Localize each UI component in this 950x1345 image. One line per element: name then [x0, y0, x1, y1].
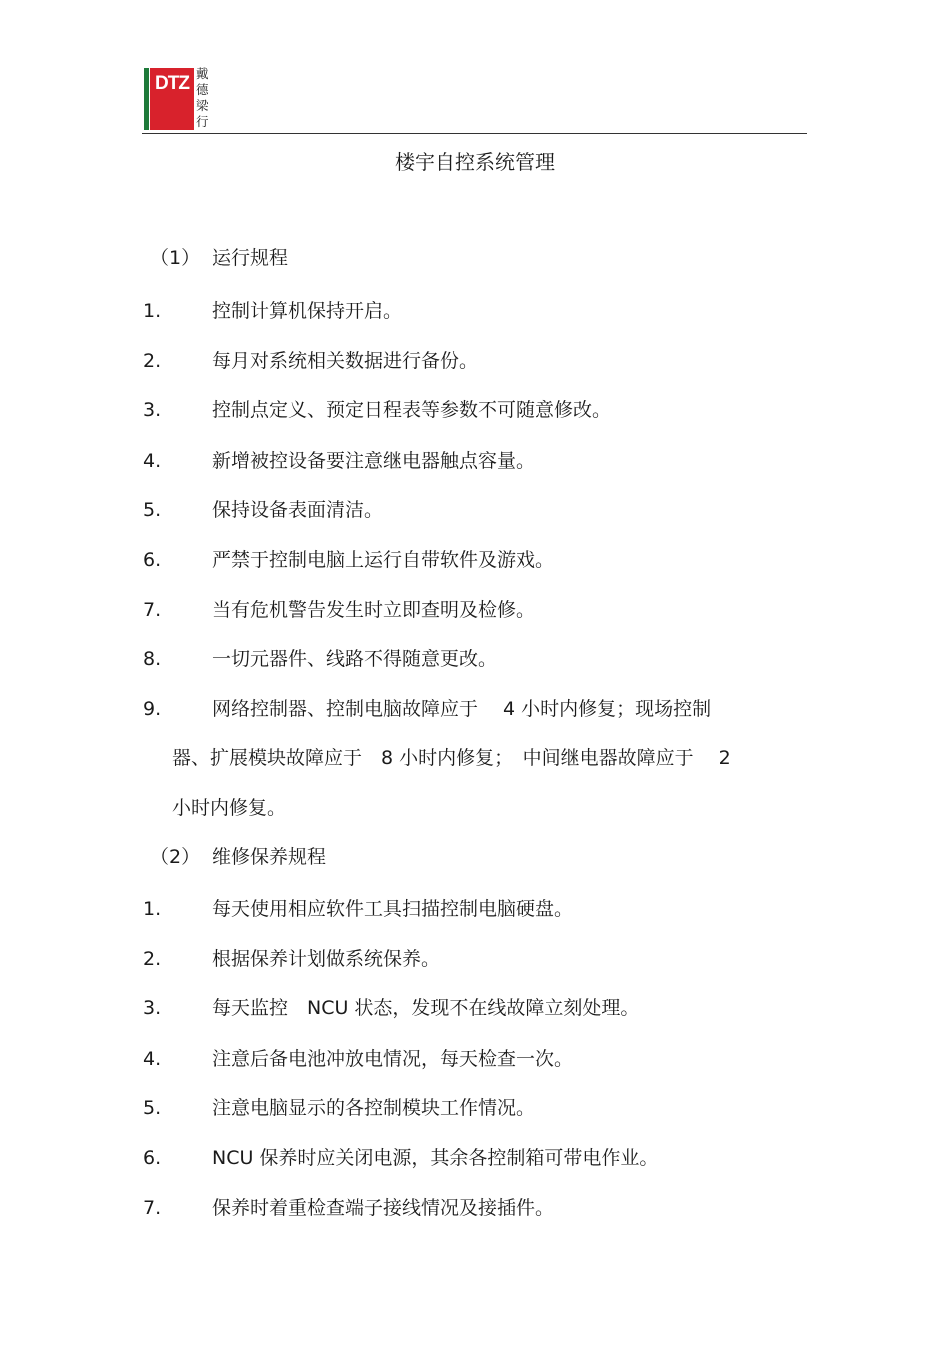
item-text: 严禁于控制电脑上运行自带软件及游戏。 [212, 549, 555, 571]
item-text: 控制点定义、预定日程表等参数不可随意修改。 [212, 399, 612, 421]
item-text-continued: 小时内修复。 [172, 797, 287, 819]
item-number: 6. [143, 549, 162, 571]
item-text: 每天监控 NCU 状态，发现不在线故障立刻处理。 [212, 997, 640, 1019]
logo-mark [150, 68, 194, 130]
item-text: NCU 保养时应关闭电源，其余各控制箱可带电作业。 [212, 1147, 659, 1169]
item-text: 网络控制器、控制电脑故障应于 4 小时内修复；现场控制 [212, 698, 712, 720]
item-text: 每月对系统相关数据进行备份。 [212, 350, 479, 372]
item-text: 注意后备电池冲放电情况，每天检查一次。 [212, 1048, 574, 1070]
item-number: 3. [143, 399, 162, 421]
item-number: 2. [143, 350, 162, 372]
section-title: 运行规程 [212, 247, 289, 269]
item-text: 一切元器件、线路不得随意更改。 [212, 648, 498, 670]
item-number: 7. [143, 1197, 162, 1219]
header-rule [142, 133, 807, 134]
page-title: 楼宇自控系统管理 [395, 150, 555, 174]
item-number: 6. [143, 1147, 162, 1169]
item-text: 保养时着重检查端子接线情况及接插件。 [212, 1197, 555, 1219]
item-text: 每天使用相应软件工具扫描控制电脑硬盘。 [212, 898, 574, 920]
section-number: （1） [150, 247, 201, 269]
logo-brand: DTZ [155, 73, 189, 94]
item-number: 9. [143, 698, 162, 720]
item-number: 4. [143, 1048, 162, 1070]
item-text: 保持设备表面清洁。 [212, 499, 384, 521]
item-number: 2. [143, 948, 162, 970]
item-text: 根据保养计划做系统保养。 [212, 948, 441, 970]
logo-char: 梁 [196, 98, 209, 113]
item-number: 5. [143, 1097, 162, 1119]
item-text: 控制计算机保持开启。 [212, 300, 403, 322]
section-title: 维修保养规程 [212, 846, 327, 868]
item-text-continued: 器、扩展模块故障应于 8 小时内修复； 中间继电器故障应于 2 [172, 747, 731, 769]
item-text: 注意电脑显示的各控制模块工作情况。 [212, 1097, 536, 1119]
item-text: 新增被控设备要注意继电器触点容量。 [212, 450, 536, 472]
logo-green-bar [144, 68, 149, 130]
logo-char: 德 [196, 82, 209, 97]
logo-chinese-name [196, 66, 212, 130]
item-number: 1. [143, 898, 162, 920]
item-number: 5. [143, 499, 162, 521]
logo-char: 戴 [196, 66, 209, 81]
item-number: 4. [143, 450, 162, 472]
item-text: 当有危机警告发生时立即查明及检修。 [212, 599, 536, 621]
section-number: （2） [150, 846, 201, 868]
item-number: 7. [143, 599, 162, 621]
logo-char: 行 [196, 114, 209, 129]
item-number: 1. [143, 300, 162, 322]
item-number: 3. [143, 997, 162, 1019]
item-number: 8. [143, 648, 162, 670]
